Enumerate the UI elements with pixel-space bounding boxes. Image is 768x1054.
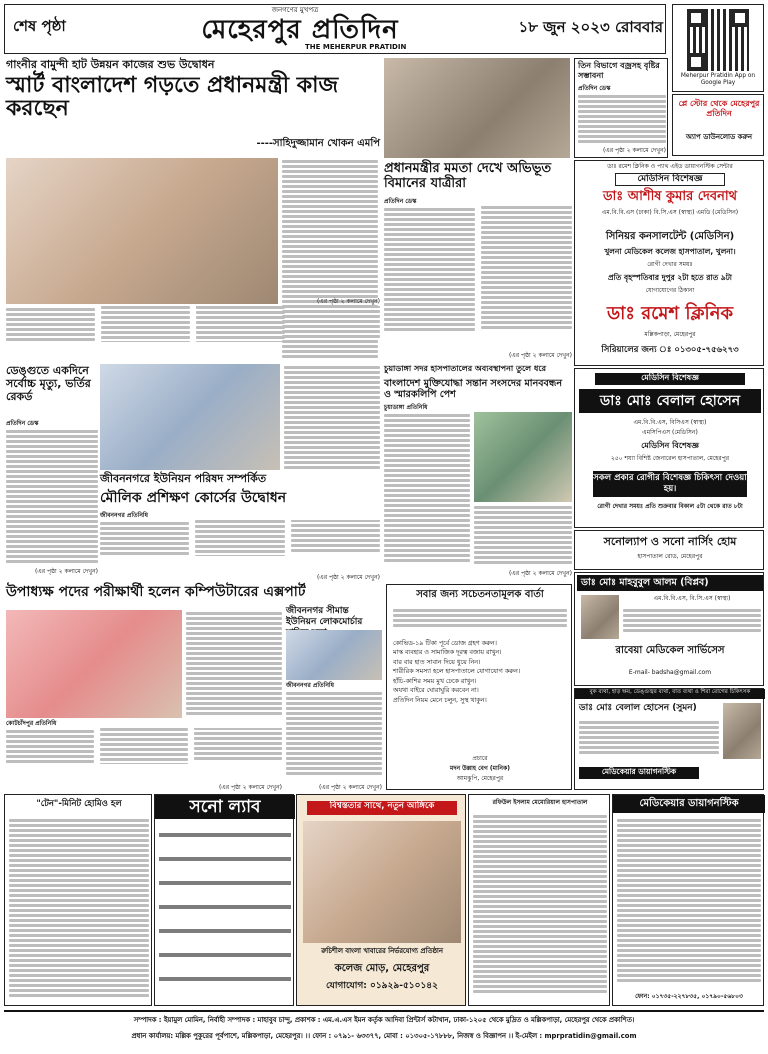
ad-belal	[574, 368, 764, 528]
weather-body	[578, 93, 666, 145]
ad-ashish-serial: সিরিয়ালের জন্য ঃ ০১৩০৫-৭৫৬২৭৩	[601, 345, 739, 355]
ad-sono-lab	[154, 794, 294, 1006]
lead-body-bottom	[6, 306, 380, 358]
pm-body	[384, 206, 572, 352]
ad-restaurant-place: কলেজ মোড়, মেহেরপুর	[334, 963, 430, 974]
qr-caption: Meherpur Pratidin App on Google Play	[680, 73, 756, 87]
ad-ashish-contact: যোগাযোগের ঠিকানা	[645, 287, 695, 294]
hospital-headline: বাংলাদেশ মুক্তিযোদ্ধা সন্তান সংসদের মানববন্ধন ও স্মারকলিপি পেশ	[384, 378, 563, 401]
masthead	[4, 4, 666, 54]
ad-ashish	[574, 160, 764, 366]
notice-point: অযথা বাইরে ঘোরাঘুরি করবেন না।	[393, 687, 479, 695]
weather-continued: (এর পৃষ্ঠা ২ কলামে দেখুন)	[602, 147, 666, 154]
ad-medicare	[612, 794, 764, 1006]
hospital-continued: (এর পৃষ্ঠা ২ কলামে দেখুন)	[508, 570, 572, 577]
ad-belal-specialty: মেডিসিন বিশেষজ্ঞ	[595, 373, 745, 385]
ad-ashish-clinic: ডাঃ রমেশ ক্লিনিক	[606, 303, 734, 324]
ad-suman-center: মেডিকেয়ার ডায়াগনস্টিক	[579, 767, 699, 779]
ad-suman-photo	[723, 703, 761, 759]
union-kicker: জীবননগরে ইউনিয়ন পরিষদ সম্পর্কিত	[100, 472, 267, 485]
masthead-title: মেহেরপুর প্রতিদিন	[201, 15, 399, 45]
hospital-body	[384, 412, 470, 572]
notice-point: শারীরিক সমস্যা হলে হাসপাতালে যোগাযোগ করুন।	[393, 668, 520, 676]
weather-box	[574, 58, 668, 158]
ad-sonalap-name: সনোল্যাপ ও সনো নার্সিং হোম	[603, 535, 737, 548]
ad-ashish-schedule-label: রোগী দেখার সময়ঃ	[647, 261, 693, 268]
lead-photo	[384, 58, 570, 158]
ad-mahbub	[574, 572, 764, 686]
computer-headline: উপাধ্যক্ষ পদের পরীক্ষার্থী হলেন কম্পিউটারের এক্সপার্ট	[6, 584, 306, 600]
notice-signoff-title: প্রচারে	[472, 755, 488, 762]
border-headline: জীবননগর সীমান্ত ইউনিয়ন লোকমোর্চার	[286, 606, 363, 627]
notice-list	[393, 639, 569, 751]
ad-homeo-body	[9, 817, 149, 1001]
union-body	[100, 520, 380, 574]
border-body	[286, 690, 382, 782]
ad-homeo	[4, 794, 152, 1006]
ad-belal-schedule: রোগী দেখার সময়ঃ প্রতি শুক্রবার বিকাল ৫টা থেকে রাত ৮টা	[597, 503, 743, 510]
ad-medicare-title: মেডিকেয়ার ডায়াগনস্টিক	[613, 795, 765, 813]
weather-headline: তিন বিভাগে বজ্রসহ বৃষ্টির সম্ভাবনা	[578, 61, 660, 80]
pm-headline: প্রধানমন্ত্রীর মমতা দেখে অভিভূত বিমানের যাত্রীরা	[384, 161, 552, 191]
ad-ashish-top: ডাঃ রমেশ ক্লিনিক ও প্যাথ এইড ডায়াগনস্টিক সেন্টার	[607, 163, 733, 170]
ad-belal-extra: এমসিপিএস (মেডিসিন)	[642, 429, 698, 436]
ad-suman-doctor: ডাঃ মোঃ বেলাল হোসেন (সুমন)	[579, 703, 697, 713]
ad-sonalap-address: হাসপাতাল রোড, মেহেরপুর	[637, 553, 703, 560]
hospital-reporter: চুয়াডাঙ্গা প্রতিনিধি	[384, 404, 428, 411]
border-reporter: জীবননগর প্রতিনিধি	[286, 682, 334, 689]
notice-point: মাস্ক ব্যবহার ও সামাজিক দূরত্ব বজায় রাখুন।	[393, 649, 502, 657]
ad-suman-top: বুক ব্যথা, হাড় ক্ষয়, ডেঙ্গুজ্বর ব্যথা, বাত ব্যথা ও শিরা রোগের চিকিৎসক	[575, 689, 765, 699]
notice-signoff-name: মদন উল্লাহ বেগ (মানিক)	[450, 765, 510, 772]
masthead-title-en: THE MEHERPUR PRATIDIN	[305, 43, 407, 51]
computer-body	[6, 728, 282, 784]
ad-restaurant-tag: রুচিশীল বাংলা খাবারের নির্ভরযোগ্য প্রতিষ্ঠান	[321, 947, 443, 955]
ad-ashish-address: মল্লিকপাড়া, মেহেরপুর	[644, 331, 696, 338]
pm-continued: (এর পৃষ্ঠা ২ কলামে দেখুন)	[508, 352, 572, 359]
dengue-headline: ডেঙ্গুতে একদিনে সর্বোচ্চ মৃত্যু, ভর্তির রেকর্ড	[6, 364, 91, 404]
ad-belal-hospital: ২৫০ শয্যা বিশিষ্ট জেনারেল হাসপাতাল, মেহেরপুর	[610, 455, 730, 462]
hospital-photo	[474, 412, 572, 502]
ad-mahbub-degrees: এম.বি.বি.এস, বি.সি.এস (স্বাস্থ্য)	[653, 595, 731, 602]
notice-point: হাঁচি-কাশির সময় মুখ ঢেকে রাখুন।	[393, 677, 477, 685]
notice-signoff-place: আমঝুপি, মেহেরপুর	[456, 775, 504, 782]
border-continued: (এর পৃষ্ঠা ২ কলামে দেখুন)	[318, 784, 382, 791]
app-promo	[672, 94, 764, 156]
border-photo	[286, 630, 382, 680]
ad-sono-lab-title: সনো ল্যাব	[155, 795, 295, 819]
ad-suman	[574, 688, 764, 790]
qr-box	[672, 4, 764, 92]
ad-restaurant-photo	[303, 821, 461, 943]
notice-point: কোভিড-১৯ টিকা পূর্বে ডোজ গ্রহণ করুন।	[393, 640, 497, 647]
notice-headline: সবার জন্য সচেতনতামূলক বার্তা	[416, 589, 544, 600]
ad-medicare-phone: ফোন: ০১৭৩৫-২২৭৮৩৫, ০১৭৯০-৫৬৮০৩	[635, 993, 743, 1000]
lead-kicker: গাংনীর বামুন্দী হাট উন্নয়ন কাজের শুভ উদ্বোধন	[6, 58, 215, 71]
lead-photo-2	[6, 158, 278, 304]
notice-point: প্রতিদিন নিয়ম মেনে চলুন, সুস্থ থাকুন।	[393, 696, 487, 704]
computer-body-side	[186, 610, 282, 718]
union-headline: মৌলিক প্রশিক্ষণ কোর্সের উদ্বোধন	[100, 490, 287, 506]
lead-headline: স্মার্ট বাংলাদেশ গড়তে প্রধানমন্ত্রী কাজ করছেন	[6, 73, 339, 122]
pm-reporter: প্রতিদিন ডেস্ক	[384, 198, 417, 205]
notice-box	[386, 584, 572, 790]
ad-hospital-body	[473, 813, 607, 999]
ad-mahbub-photo	[581, 595, 619, 639]
masthead-date: ১৮ জুন ২০২৩ রোববার	[518, 18, 663, 36]
ad-belal-title: মেডিসিন বিশেষজ্ঞ	[641, 441, 699, 450]
computer-photo	[6, 610, 182, 718]
lead-byline: ----সাহিদুজ্জামান খোকন এমপি	[256, 138, 380, 149]
ad-restaurant-phone: যোগাযোগ: ০১৯২৯-৫১০১৪২	[325, 981, 439, 991]
ad-ashish-schedule: প্রতি বৃহস্পতিবার দুপুর ২টা হতে রাত ৯টা	[608, 273, 732, 282]
ad-belal-note: সকল প্রকার রোগীর বিশেষজ্ঞ চিকিৎসা দেওয়া হয়।	[593, 471, 747, 497]
weather-reporter: প্রতিদিন ডেস্ক	[578, 85, 611, 92]
union-side-body	[284, 364, 380, 470]
ad-hospital-title: রফিউল ইসলাম মেমোরিয়াল হাসপাতাল	[492, 799, 588, 806]
union-reporter: জীবননগর প্রতিনিধি	[100, 512, 148, 519]
notice-point: বার বার হাত সাবান দিয়ে ধুয়ে নিন।	[393, 658, 481, 666]
ad-mahbub-email: E-mail- badsha@gmail.com	[628, 669, 712, 676]
dengue-reporter: প্রতিদিন ডেস্ক	[6, 420, 39, 427]
footer	[4, 1010, 764, 1050]
dengue-continued: (এর পৃষ্ঠা ২ কলামে দেখুন)	[34, 568, 98, 575]
ad-ashish-doctor: ডাঃ আশীষ কুমার দেবনাথ	[602, 189, 738, 204]
ad-sonalap	[574, 530, 764, 570]
footer-line-1: সম্পাদক : ইয়ামুল মোমিন, নির্বাহী সম্পাদক : মাহাবুব চান্দু, প্রকাশক : এম.এ.এস ইমন কর্তৃক আদিবা প্রিন্টার্স কটাখান, ঢাকা-১২০৫ থেকে মুদ্রিত ও মল্লিকপাড়া, মেহেরপুর থেকে প্রকাশিত।	[133, 1016, 635, 1024]
hospital-body-2	[474, 504, 572, 570]
lead-continued: (এর পৃষ্ঠা ২ কলামে দেখুন)	[316, 298, 380, 305]
ad-restaurant-kicker: বিশ্বস্ততার সাথে, নতুন আঙ্গিকে	[307, 801, 457, 815]
masthead-tagline: জনগণের মুখপত্র	[271, 6, 319, 14]
app-promo-text: প্লে স্টোর থেকে মেহেরপুর প্রতিদিন	[678, 99, 760, 118]
page-label: শেষ পৃষ্ঠা	[13, 17, 66, 35]
computer-reporter: কোটচাঁদপুর প্রতিনিধি	[6, 720, 57, 727]
ad-mahbub-doctor: ডাঃ মোঃ মাহবুবুল আলম (বিপ্লব)	[577, 575, 763, 591]
ad-mahbub-center: রাবেয়া মেডিকেল সার্ভিসেস	[615, 645, 725, 656]
dengue-body	[6, 428, 98, 568]
ad-suman-body	[579, 719, 719, 763]
footer-line-2: প্রধান কার্যালয়: মল্লিক পুকুরের পূর্বপাশে, মল্লিকপাড়া, মেহেরপুর। ।। ফোন : ০৭৯১- ৬৩৩৭৭, মোবা : ০১৩০৫-১৭৮৮৮, নিজস্ব ও বিজ্ঞাপন ।। ই-মেইল : mprpratidin@gmail.com	[131, 1032, 637, 1040]
ad-ashish-hospital: খুলনা মেডিকেল কলেজ হাসপাতাল, খুলনা।	[604, 247, 736, 256]
ad-sono-lab-grid	[159, 825, 291, 1001]
computer-continued: (এর পৃষ্ঠা ২ কলামে দেখুন)	[218, 784, 282, 791]
ad-ashish-title: সিনিয়র কনসালটেন্ট (মেডিসিন)	[605, 231, 735, 242]
ad-ashish-specialty: মেডিসিন বিশেষজ্ঞ	[615, 173, 725, 186]
union-continued: (এর পৃষ্ঠা ২ কলামে দেখুন)	[316, 574, 380, 581]
qr-code-icon	[687, 9, 749, 71]
ad-ashish-degrees: এম.বি.বি.এস (ঢাকা) বি.সি.এস (স্বাস্থ্য) এমডি (মেডিসিন)	[601, 209, 739, 216]
ad-mahbub-body	[623, 607, 761, 641]
ad-medicare-body	[617, 817, 761, 987]
ad-hospital	[468, 794, 610, 1006]
notice-intro	[393, 607, 567, 635]
ad-belal-degrees: এম.বি.বি.এস, বিসিএস (স্বাস্থ্য)	[633, 419, 707, 426]
app-promo-text-2: অ্যাপ ডাউনলোড করুন	[685, 133, 753, 141]
hospital-kicker: চুয়াডাঙ্গা সদর হাসপাতালের অব্যবস্থাপনা তুলে ধরে	[384, 364, 547, 373]
ad-belal-doctor: ডাঃ মোঃ বেলাল হোসেন	[579, 389, 761, 413]
ad-homeo-title: "টেন"-মিনিট হোমিও হল	[36, 799, 122, 809]
ad-restaurant	[296, 794, 466, 1006]
union-photo	[100, 364, 280, 470]
